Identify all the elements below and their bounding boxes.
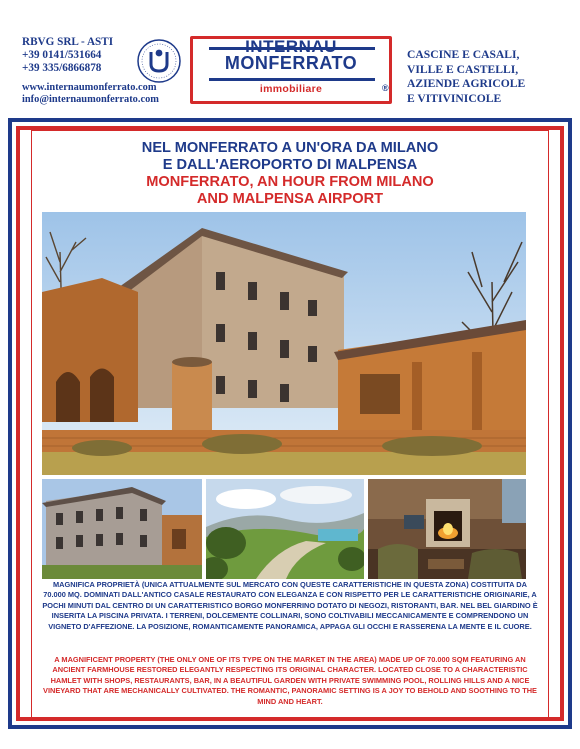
registered-mark: ® xyxy=(382,83,389,93)
category-2: VILLE E CASTELLI, xyxy=(407,62,519,76)
category-4: E VITIVINICOLE xyxy=(407,91,502,105)
contact-block xyxy=(22,36,159,106)
logo-line-1: INTERNAU xyxy=(245,37,337,56)
categories-block xyxy=(407,48,567,106)
description-english: A MAGNIFICENT PROPERTY (THE ONLY ONE OF ITS TYPE ON THE MARKET IN THE AREA) MADE UP OF 70.000 SQM FEATURING AN ANCIENT FARMHOUSE RESTORED ELEGANTLY RESPECTING ITS ORIGINAL CHARACTER. LOCATED CLOSE TO A CHARACTERISTIC HAMLET WITH SHOPS, RESTAURANTS, BAR, IN A BEAUTIFUL GARDEN WITH PRIVATE SWIMMING POOL, ROLLING HILLS AND A NICE VINEYARD THAT ARE MECHANICALLY CULTIVATED. THE ROMANTIC, PANORAMIC SETTING IS A JOY TO BEHOLD AND SOOTHING TO THE MIND AND HEART. xyxy=(43,655,537,706)
photo-garden-pool xyxy=(206,479,364,579)
main-property-photo xyxy=(42,212,526,475)
title-it-line-2: E DALL'AEROPORTO DI MALPENSA xyxy=(162,157,418,173)
title-it-line-1: NEL MONFERRATO A UN'ORA DA MILANO xyxy=(141,140,439,156)
photo-facade xyxy=(42,479,202,579)
email-link[interactable]: info@internaumonferrato.com xyxy=(22,94,159,105)
title-en-line-1: MONFERRATO, AN HOUR FROM MILANO xyxy=(146,174,434,190)
seal-logo-icon xyxy=(136,38,182,84)
phone-1: +39 0141/531664 xyxy=(22,49,102,61)
category-3: AZIENDE AGRICOLE xyxy=(407,77,526,90)
title-en-line-2: AND MALPENSA AIRPORT xyxy=(196,191,384,207)
company-name: RBVG SRL - ASTI xyxy=(22,36,114,48)
brand-logo xyxy=(190,36,390,102)
category-1: CASCINE E CASALI, xyxy=(407,48,520,61)
phone-2: +39 335/6866878 xyxy=(22,62,102,74)
logo-line-3: immobiliare xyxy=(259,83,323,95)
description-italian: MAGNIFICA PROPRIETÀ (UNICA ATTUALMENTE SUL MERCATO CON QUESTE CARATTERISTICHE IN QUESTA ZONA) COSTITUITA DA 70.000 MQ. DOMINATI DALL'ANTICO CASALE RESTAURATO CON ELEGANZA E CON RISPETTO PER LE CARATTERISTICHE ORIGINARIE, A POCHI MINUTI DAL CENTRO DI UN CARATTERISTICO BORGO MONFERRINO DOTATO DI NEGOZI, RISTORANTI, BAR. NEL BEL GIARDINO È INSERITA LA PISCINA PRIVATA. I TERRENI, DOLCEMENTE COLLINARI, SONO COLTIVABILI MECCANICAMENTE E COMPRENDONO UN VIGNETO D'AFFEZIONE. LA POSIZIONE, ROMANTICAMENTE PANORAMICA, APPAGA GLI OCCHI E RASSERENA LA MENTE E IL CUORE. xyxy=(42,580,538,631)
logo-line-2: MONFERRATO xyxy=(224,53,358,73)
photo-interior-fireplace xyxy=(368,479,526,579)
website-link[interactable]: www.internaumonferrato.com xyxy=(22,82,157,93)
